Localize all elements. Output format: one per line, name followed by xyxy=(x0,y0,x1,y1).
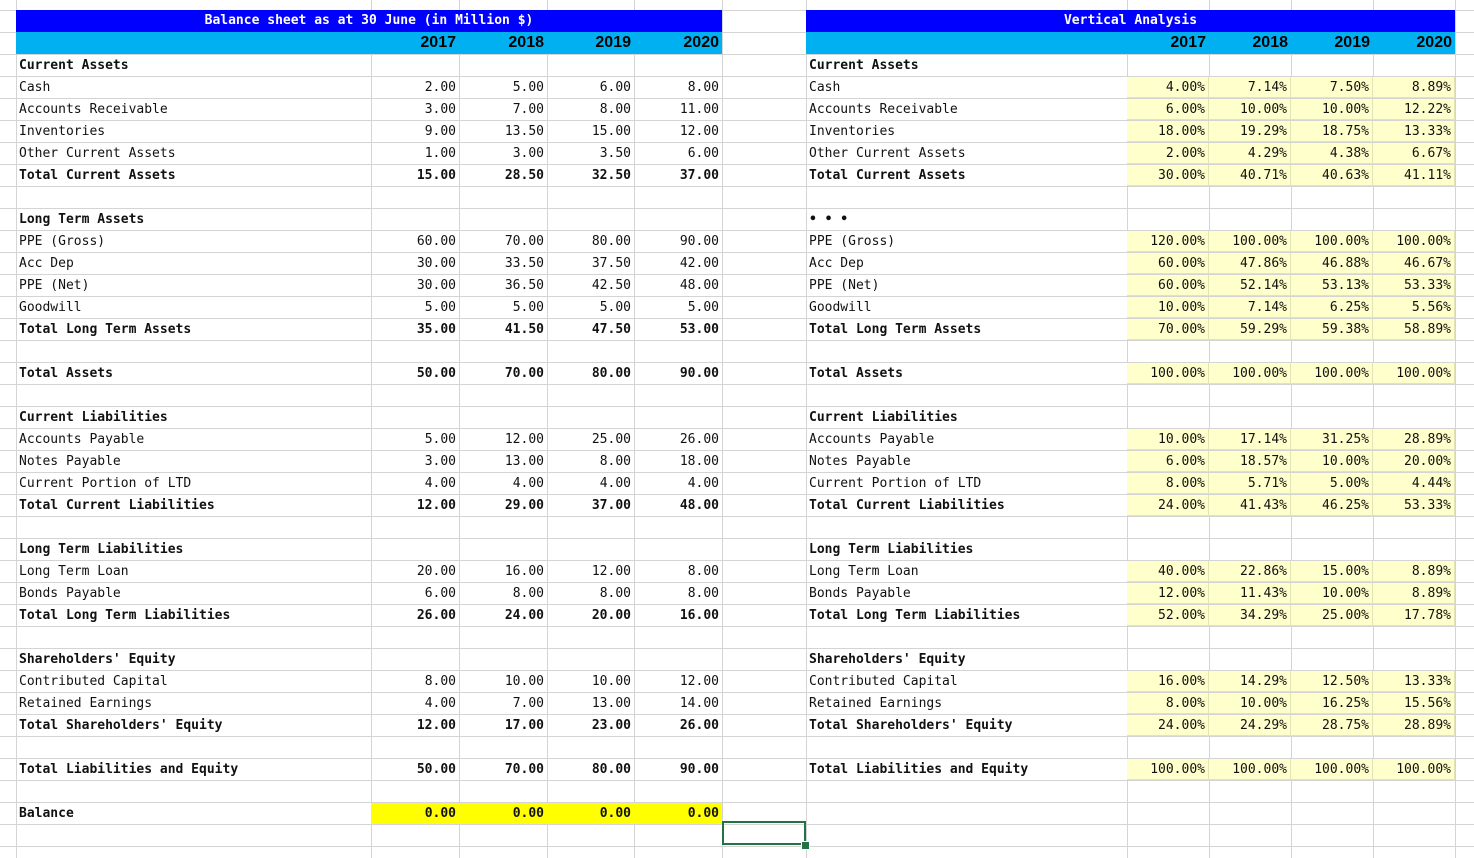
left_table-value-cell[interactable]: 3.50 xyxy=(599,146,631,161)
left_table-value-cell[interactable]: 80.00 xyxy=(591,234,631,249)
right_table-row-label[interactable]: Current Portion of LTD xyxy=(809,476,982,491)
right_table-value-cell[interactable]: 52.00% xyxy=(1127,605,1209,626)
right_table-value-cell[interactable]: 10.00% xyxy=(1127,297,1209,318)
right_table-value-cell[interactable]: 22.86% xyxy=(1209,561,1291,582)
left_table-value-cell[interactable]: 90.00 xyxy=(679,762,719,777)
left_table-value-cell[interactable]: 0.00 xyxy=(634,803,722,824)
right_table-value-cell[interactable]: 7.50% xyxy=(1291,77,1373,98)
left_table-value-cell[interactable]: 26.00 xyxy=(416,608,456,623)
right_table-row-label[interactable]: Total Long Term Liabilities xyxy=(809,608,1021,623)
gridline-row xyxy=(0,516,1474,517)
right_table-value-cell[interactable]: 5.00% xyxy=(1291,473,1373,494)
left_table-value-cell[interactable]: 50.00 xyxy=(416,762,456,777)
right_table-value-cell[interactable]: 16.00% xyxy=(1127,671,1209,692)
left_table-value-cell[interactable]: 24.00 xyxy=(504,608,544,623)
right_table-row-label[interactable]: Current Assets xyxy=(809,58,919,73)
left_table-row-label[interactable]: Long Term Assets xyxy=(19,212,145,227)
right_table-row-label[interactable]: Total Liabilities and Equity xyxy=(809,762,1029,777)
left_table-value-cell[interactable]: 2.00 xyxy=(424,80,456,95)
right_table-value-cell[interactable]: 6.00% xyxy=(1127,99,1209,120)
left_table-row-label[interactable]: PPE (Gross) xyxy=(19,234,106,249)
left_table-value-cell[interactable]: 37.00 xyxy=(591,498,631,513)
left_table-row-label[interactable]: Inventories xyxy=(19,124,106,139)
left_table-value-cell[interactable]: 26.00 xyxy=(679,718,719,733)
left_table-value-cell[interactable]: 16.00 xyxy=(504,564,544,579)
left_table-row-label[interactable]: Current Assets xyxy=(19,58,129,73)
left_table-row-label[interactable]: Total Current Assets xyxy=(19,168,176,183)
right_table-value-cell[interactable]: 28.89% xyxy=(1373,429,1455,450)
right_table-value-cell[interactable]: 60.00% xyxy=(1127,253,1209,274)
right_table-row-label[interactable]: Acc Dep xyxy=(809,256,864,271)
left_table-year-2020: 2020 xyxy=(683,34,719,51)
left_table-value-cell[interactable]: 25.00 xyxy=(591,432,631,447)
right_table-row-label[interactable]: Total Current Assets xyxy=(809,168,966,183)
left_table-value-cell[interactable]: 12.00 xyxy=(504,432,544,447)
right_table-year-2017: 2017 xyxy=(1170,34,1206,51)
left_table-value-cell[interactable]: 20.00 xyxy=(416,564,456,579)
right_table-value-cell[interactable]: 70.00% xyxy=(1127,319,1209,340)
right_table-value-cell[interactable]: 5.71% xyxy=(1209,473,1291,494)
left_table-value-cell[interactable]: 30.00 xyxy=(416,278,456,293)
left_table-value-cell[interactable]: 70.00 xyxy=(504,762,544,777)
gridline-row xyxy=(0,626,1474,627)
right_table-row-label[interactable]: Retained Earnings xyxy=(809,696,943,711)
left_table-value-cell[interactable]: 41.50 xyxy=(504,322,544,337)
right_table-value-cell[interactable]: 17.78% xyxy=(1373,605,1455,626)
right_table-value-cell[interactable]: 10.00% xyxy=(1127,429,1209,450)
right_table-row-label[interactable]: Cash xyxy=(809,80,841,95)
left_table-value-cell[interactable]: 30.00 xyxy=(416,256,456,271)
left_table-row-label[interactable]: Notes Payable xyxy=(19,454,121,469)
right_table-value-cell[interactable]: 7.14% xyxy=(1209,77,1291,98)
left_table-value-cell[interactable]: 17.00 xyxy=(504,718,544,733)
right_table-value-cell[interactable]: 28.89% xyxy=(1373,715,1455,736)
left_table-value-cell[interactable]: 90.00 xyxy=(679,234,719,249)
right_table-value-cell[interactable]: 7.14% xyxy=(1209,297,1291,318)
left_table-value-cell[interactable]: 80.00 xyxy=(591,762,631,777)
right_table-value-cell[interactable]: 100.00% xyxy=(1291,231,1373,252)
right_table-row-label[interactable]: PPE (Gross) xyxy=(809,234,896,249)
right_table-year-2020: 2020 xyxy=(1416,34,1452,51)
left_table-row-label[interactable]: Total Shareholders' Equity xyxy=(19,718,223,733)
left_table-value-cell[interactable]: 35.00 xyxy=(416,322,456,337)
left_table-value-cell[interactable]: 8.00 xyxy=(424,674,456,689)
left_table-value-cell[interactable]: 60.00 xyxy=(416,234,456,249)
left_table-value-cell[interactable]: 5.00 xyxy=(424,432,456,447)
right_table-value-cell[interactable]: 10.00% xyxy=(1291,451,1373,472)
left_table-value-cell[interactable]: 1.00 xyxy=(424,146,456,161)
right_table-value-cell[interactable]: 12.22% xyxy=(1373,99,1455,120)
left_table-row-label[interactable]: Total Current Liabilities xyxy=(19,498,215,513)
left_table-value-cell[interactable]: 37.50 xyxy=(591,256,631,271)
right_table-value-cell[interactable]: 5.56% xyxy=(1373,297,1455,318)
left_table-value-cell[interactable]: 12.00 xyxy=(416,498,456,513)
right_table-value-cell[interactable]: 100.00% xyxy=(1291,759,1373,780)
left_table-row-label[interactable]: Balance xyxy=(19,806,74,821)
left_table-value-cell[interactable]: 15.00 xyxy=(591,124,631,139)
left_table-value-cell[interactable]: 0.00 xyxy=(371,803,459,824)
left_table-value-cell[interactable]: 5.00 xyxy=(599,300,631,315)
right_table-value-cell[interactable]: 40.71% xyxy=(1209,165,1291,186)
right_table-value-cell[interactable]: 14.29% xyxy=(1209,671,1291,692)
left_table-year-2019: 2019 xyxy=(595,34,631,51)
left_table-value-cell[interactable]: 7.00 xyxy=(512,102,544,117)
fill-handle[interactable] xyxy=(801,841,810,850)
left_table-row-label[interactable]: Long Term Liabilities xyxy=(19,542,184,557)
right_table-row-label[interactable]: Current Liabilities xyxy=(809,410,958,425)
right_table-value-cell[interactable]: 24.00% xyxy=(1127,715,1209,736)
right_table-value-cell[interactable]: 28.75% xyxy=(1291,715,1373,736)
right_table-value-cell[interactable]: 100.00% xyxy=(1291,363,1373,384)
left_table-row-label[interactable]: Long Term Loan xyxy=(19,564,129,579)
right_table-value-cell[interactable]: 8.89% xyxy=(1373,77,1455,98)
left_table-value-cell[interactable]: 4.00 xyxy=(424,476,456,491)
gridline-row xyxy=(0,340,1474,341)
right_table-value-cell[interactable]: 10.00% xyxy=(1209,693,1291,714)
right_table-value-cell[interactable]: 13.33% xyxy=(1373,671,1455,692)
right_table-year-2019: 2019 xyxy=(1334,34,1370,51)
left_table-value-cell[interactable]: 28.50 xyxy=(504,168,544,183)
left_table-value-cell[interactable]: 5.00 xyxy=(512,300,544,315)
right_table-value-cell[interactable]: 30.00% xyxy=(1127,165,1209,186)
left_table-value-cell[interactable]: 0.00 xyxy=(547,803,634,824)
left_table-value-cell[interactable]: 12.00 xyxy=(679,124,719,139)
right_table-value-cell[interactable]: 4.38% xyxy=(1291,143,1373,164)
right_table-value-cell[interactable]: 15.56% xyxy=(1373,693,1455,714)
right_table-row-label[interactable]: Contributed Capital xyxy=(809,674,958,689)
right_table-value-cell[interactable]: 8.00% xyxy=(1127,473,1209,494)
right_table-value-cell[interactable]: 6.25% xyxy=(1291,297,1373,318)
left_table-value-cell[interactable]: 8.00 xyxy=(599,586,631,601)
left_table-value-cell[interactable]: 80.00 xyxy=(591,366,631,381)
right_table-value-cell[interactable]: 4.00% xyxy=(1127,77,1209,98)
right_table-row-label[interactable]: Accounts Payable xyxy=(809,432,935,447)
left_table-value-cell[interactable]: 70.00 xyxy=(504,366,544,381)
right_table-value-cell[interactable]: 24.29% xyxy=(1209,715,1291,736)
right_table-value-cell[interactable]: 46.25% xyxy=(1291,495,1373,516)
left_table-value-cell[interactable]: 12.00 xyxy=(591,564,631,579)
left_table-value-cell[interactable]: 3.00 xyxy=(512,146,544,161)
left_table-value-cell[interactable]: 53.00 xyxy=(679,322,719,337)
right_table-value-cell[interactable]: 100.00% xyxy=(1373,231,1455,252)
left_table-value-cell[interactable]: 8.00 xyxy=(512,586,544,601)
left_table-value-cell[interactable]: 3.00 xyxy=(424,454,456,469)
left_table-row-label[interactable]: Contributed Capital xyxy=(19,674,168,689)
left_table-value-cell[interactable]: 26.00 xyxy=(679,432,719,447)
right_table-year-2018: 2018 xyxy=(1252,34,1288,51)
right_table-row-label[interactable]: PPE (Net) xyxy=(809,278,880,293)
right_table-row-label[interactable]: Total Current Liabilities xyxy=(809,498,1005,513)
left_table-value-cell[interactable]: 13.00 xyxy=(591,696,631,711)
left_table-value-cell[interactable]: 8.00 xyxy=(687,586,719,601)
left_table-row-label[interactable]: Current Portion of LTD xyxy=(19,476,192,491)
right_table-value-cell[interactable]: 59.29% xyxy=(1209,319,1291,340)
active-cell-selection[interactable] xyxy=(722,821,806,845)
right_table-value-cell[interactable]: 47.86% xyxy=(1209,253,1291,274)
right_table-value-cell[interactable]: 20.00% xyxy=(1373,451,1455,472)
left_table-value-cell[interactable]: 8.00 xyxy=(599,102,631,117)
left_table-value-cell[interactable]: 3.00 xyxy=(424,102,456,117)
right_table-value-cell[interactable]: 40.00% xyxy=(1127,561,1209,582)
right_table-value-cell[interactable]: 100.00% xyxy=(1209,759,1291,780)
left_table-row-label[interactable]: Cash xyxy=(19,80,51,95)
right_table-value-cell[interactable]: 100.00% xyxy=(1209,231,1291,252)
right_table-value-cell[interactable]: 12.00% xyxy=(1127,583,1209,604)
right_table-value-cell[interactable]: 40.63% xyxy=(1291,165,1373,186)
left_table-value-cell[interactable]: 7.00 xyxy=(512,696,544,711)
right_table-value-cell[interactable]: 41.11% xyxy=(1373,165,1455,186)
right_table-value-cell[interactable]: 100.00% xyxy=(1127,759,1209,780)
right_table-value-cell[interactable]: 19.29% xyxy=(1209,121,1291,142)
left_table-value-cell[interactable]: 4.00 xyxy=(424,696,456,711)
right_table-row-label[interactable]: Total Shareholders' Equity xyxy=(809,718,1013,733)
right_table-value-cell[interactable]: 34.29% xyxy=(1209,605,1291,626)
right_table-row-label[interactable]: Other Current Assets xyxy=(809,146,966,161)
left_table-row-label[interactable]: Total Long Term Liabilities xyxy=(19,608,231,623)
right_table-row-label[interactable]: Total Assets xyxy=(809,366,903,381)
right_table-value-cell[interactable]: 25.00% xyxy=(1291,605,1373,626)
left_table-row-label[interactable]: PPE (Net) xyxy=(19,278,90,293)
right_table-value-cell[interactable]: 10.00% xyxy=(1209,99,1291,120)
right_table-value-cell[interactable]: 10.00% xyxy=(1291,583,1373,604)
right_table-value-cell[interactable]: 6.67% xyxy=(1373,143,1455,164)
left_table-value-cell[interactable]: 6.00 xyxy=(687,146,719,161)
left_table-value-cell[interactable]: 42.50 xyxy=(591,278,631,293)
right_table-value-cell[interactable]: 58.89% xyxy=(1373,319,1455,340)
right_table-value-cell[interactable]: 10.00% xyxy=(1291,99,1373,120)
left_table-value-cell[interactable]: 5.00 xyxy=(687,300,719,315)
right_table-value-cell[interactable]: 120.00% xyxy=(1127,231,1209,252)
right_table-value-cell[interactable]: 13.33% xyxy=(1373,121,1455,142)
left_table-value-cell[interactable]: 20.00 xyxy=(591,608,631,623)
left_table-value-cell[interactable]: 4.00 xyxy=(599,476,631,491)
left_table-value-cell[interactable]: 23.00 xyxy=(591,718,631,733)
right_table-value-cell[interactable]: 16.25% xyxy=(1291,693,1373,714)
right_table-value-cell[interactable]: 24.00% xyxy=(1127,495,1209,516)
right_table-row-label[interactable]: Bonds Payable xyxy=(809,586,911,601)
right_table-value-cell[interactable]: 8.89% xyxy=(1373,583,1455,604)
left_table-value-cell[interactable]: 9.00 xyxy=(424,124,456,139)
left_table-row-label[interactable]: Shareholders' Equity xyxy=(19,652,176,667)
left_table-value-cell[interactable]: 47.50 xyxy=(591,322,631,337)
left_table-value-cell[interactable]: 48.00 xyxy=(679,498,719,513)
right_table-value-cell[interactable]: 31.25% xyxy=(1291,429,1373,450)
left_table-value-cell[interactable]: 12.00 xyxy=(416,718,456,733)
left_table-value-cell[interactable]: 29.00 xyxy=(504,498,544,513)
left_table-row-label[interactable]: Retained Earnings xyxy=(19,696,153,711)
right_table-value-cell[interactable]: 100.00% xyxy=(1373,759,1455,780)
right_table-value-cell[interactable]: 2.00% xyxy=(1127,143,1209,164)
right_table-row-label[interactable]: Total Long Term Assets xyxy=(809,322,982,337)
right_table-value-cell[interactable]: 41.43% xyxy=(1209,495,1291,516)
right_table-row-label[interactable]: Notes Payable xyxy=(809,454,911,469)
right_table-value-cell[interactable]: 53.13% xyxy=(1291,275,1373,296)
right_table-row-label[interactable]: Accounts Receivable xyxy=(809,102,958,117)
left_table-value-cell[interactable]: 33.50 xyxy=(504,256,544,271)
right_table-value-cell[interactable]: 100.00% xyxy=(1209,363,1291,384)
right_table-value-cell[interactable]: 53.33% xyxy=(1373,495,1455,516)
gridline-row xyxy=(0,186,1474,187)
right_table-value-cell[interactable]: 8.00% xyxy=(1127,693,1209,714)
left_table-value-cell[interactable]: 4.00 xyxy=(512,476,544,491)
left_table-year-2018: 2018 xyxy=(508,34,544,51)
left_table-value-cell[interactable]: 37.00 xyxy=(679,168,719,183)
left_table-row-label[interactable]: Other Current Assets xyxy=(19,146,176,161)
right_table-value-cell[interactable]: 46.67% xyxy=(1373,253,1455,274)
right_table-value-cell[interactable]: 60.00% xyxy=(1127,275,1209,296)
right_table-value-cell[interactable]: 100.00% xyxy=(1127,363,1209,384)
left_table-row-label[interactable]: Accounts Payable xyxy=(19,432,145,447)
right_table-value-cell[interactable]: 12.50% xyxy=(1291,671,1373,692)
gridline-col xyxy=(722,0,723,858)
left_table-value-cell[interactable]: 48.00 xyxy=(679,278,719,293)
right_table-row-label[interactable]: • • • xyxy=(809,212,849,227)
left_table-value-cell[interactable]: 6.00 xyxy=(599,80,631,95)
right_table-value-cell[interactable]: 53.33% xyxy=(1373,275,1455,296)
right_table-value-cell[interactable]: 17.14% xyxy=(1209,429,1291,450)
left_table-value-cell[interactable]: 50.00 xyxy=(416,366,456,381)
right_table-row-label[interactable]: Long Term Liabilities xyxy=(809,542,974,557)
left_table-row-label[interactable]: Bonds Payable xyxy=(19,586,121,601)
right_table-value-cell[interactable]: 15.00% xyxy=(1291,561,1373,582)
left_table-value-cell[interactable]: 10.00 xyxy=(591,674,631,689)
right_table-value-cell[interactable]: 59.38% xyxy=(1291,319,1373,340)
right_table-row-label[interactable]: Goodwill xyxy=(809,300,872,315)
right_table-value-cell[interactable]: 4.44% xyxy=(1373,473,1455,494)
right_table-value-cell[interactable]: 11.43% xyxy=(1209,583,1291,604)
right_table-row-label[interactable]: Shareholders' Equity xyxy=(809,652,966,667)
left_table-value-cell[interactable]: 36.50 xyxy=(504,278,544,293)
right_table-value-cell[interactable]: 46.88% xyxy=(1291,253,1373,274)
left_table-value-cell[interactable]: 5.00 xyxy=(512,80,544,95)
left_table-row-label[interactable]: Goodwill xyxy=(19,300,82,315)
left_table-value-cell[interactable]: 8.00 xyxy=(599,454,631,469)
gridline-row xyxy=(0,384,1474,385)
right_table-value-cell[interactable]: 18.57% xyxy=(1209,451,1291,472)
left_table-year-2017: 2017 xyxy=(420,34,456,51)
left_table-value-cell[interactable]: 13.00 xyxy=(504,454,544,469)
left_table-value-cell[interactable]: 13.50 xyxy=(504,124,544,139)
left_table-row-label[interactable]: Current Liabilities xyxy=(19,410,168,425)
left_table-row-label[interactable]: Total Long Term Assets xyxy=(19,322,192,337)
left_table-value-cell[interactable]: 4.00 xyxy=(687,476,719,491)
right_table-value-cell[interactable]: 100.00% xyxy=(1373,363,1455,384)
left_table-value-cell[interactable]: 70.00 xyxy=(504,234,544,249)
left_table-value-cell[interactable]: 8.00 xyxy=(687,80,719,95)
left_table-row-label[interactable]: Total Liabilities and Equity xyxy=(19,762,239,777)
gridline-row xyxy=(0,846,1474,847)
left_table-value-cell[interactable]: 11.00 xyxy=(679,102,719,117)
left_table-value-cell[interactable]: 5.00 xyxy=(424,300,456,315)
right_table-row-label[interactable]: Inventories xyxy=(809,124,896,139)
right_table-value-cell[interactable]: 18.00% xyxy=(1127,121,1209,142)
left_table-title: Balance sheet as at 30 June (in Million $) xyxy=(16,10,722,32)
left_table-value-cell[interactable]: 6.00 xyxy=(424,586,456,601)
left_table-row-label[interactable]: Total Assets xyxy=(19,366,113,381)
left_table-value-cell[interactable]: 12.00 xyxy=(679,674,719,689)
left_table-value-cell[interactable]: 0.00 xyxy=(459,803,547,824)
left_table-row-label[interactable]: Acc Dep xyxy=(19,256,74,271)
gridline-col xyxy=(1455,0,1456,858)
right_table-value-cell[interactable]: 4.29% xyxy=(1209,143,1291,164)
left_table-value-cell[interactable]: 18.00 xyxy=(679,454,719,469)
left_table-value-cell[interactable]: 16.00 xyxy=(679,608,719,623)
left_table-value-cell[interactable]: 42.00 xyxy=(679,256,719,271)
left_table-value-cell[interactable]: 32.50 xyxy=(591,168,631,183)
left_table-value-cell[interactable]: 90.00 xyxy=(679,366,719,381)
right_table-row-label[interactable]: Long Term Loan xyxy=(809,564,919,579)
gridline-row xyxy=(0,780,1474,781)
left_table-row-label[interactable]: Accounts Receivable xyxy=(19,102,168,117)
left_table-value-cell[interactable]: 8.00 xyxy=(687,564,719,579)
left_table-value-cell[interactable]: 10.00 xyxy=(504,674,544,689)
right_table-title: Vertical Analysis xyxy=(806,10,1455,32)
right_table-value-cell[interactable]: 52.14% xyxy=(1209,275,1291,296)
gridline-row xyxy=(0,736,1474,737)
right_table-value-cell[interactable]: 8.89% xyxy=(1373,561,1455,582)
left_table-value-cell[interactable]: 15.00 xyxy=(416,168,456,183)
left_table-value-cell[interactable]: 14.00 xyxy=(679,696,719,711)
right_table-value-cell[interactable]: 6.00% xyxy=(1127,451,1209,472)
right_table-value-cell[interactable]: 18.75% xyxy=(1291,121,1373,142)
